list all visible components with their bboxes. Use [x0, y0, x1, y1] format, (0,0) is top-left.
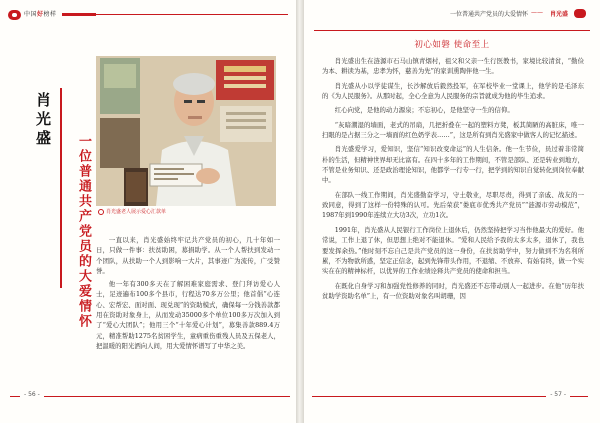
header-badge-icon [574, 9, 586, 18]
brand-logo-icon [8, 10, 21, 20]
person-name-title: 肖光盛 [34, 92, 52, 149]
vertical-subtitle: 一位普通共产党员的大爱情怀 [76, 134, 91, 329]
header-rule [314, 30, 590, 31]
header-rule [62, 14, 288, 15]
right-body-text [322, 56, 584, 301]
photo-caption: 肖光盛老人展示爱心汇款单 [98, 208, 288, 215]
paragraph: 一直以来，肖光盛始终牢记共产党员的初心，几十年如一日，只做一件事：扶贫助困，募捐助学。从一个人帮扶到发动一个团队，从扶助一个人到影响一大片，其事迹广为流传，广受赞誉。 [96, 236, 280, 275]
footer-rule [10, 396, 290, 397]
page-number: - 56 - [20, 391, 44, 398]
running-header-separator: —— [531, 9, 543, 16]
paragraph: 他一年有300多天在了解困难家庭需求、登门拜访爱心人士，足迹遍布100多个县市，行程达70多万公里；他首倡“心连心、宏帮宏、面对面、现兑现”的资助模式，确保每一分钱善款都用在资助对象身上，从而发动35000多个单位100多万次加入到了“爱心大团队”；他用三个“十年爱心计划”，募集善款889.4万元，精准帮助1275名贫困学生，童病重伤重残人员及五保老人，把温暖的阳光洒向人间，用大爱情怀谱写了中华之美。 [96, 280, 280, 350]
brand-logo-text: 中国好榜样 [24, 11, 57, 18]
left-page-header [0, 0, 296, 32]
right-page [304, 0, 600, 423]
left-page [0, 0, 296, 423]
caption-bullet-icon [98, 209, 104, 215]
paragraph: 在既化自身学习和加强党性修养的同时，肖光盛还不忘带动别人一起进步。在他“历年扶贫助学资助名单”上，有一位资助对象名叫胡珊，因 [322, 281, 584, 300]
page-number: - 57 - [546, 391, 570, 398]
running-header-title: 一位普通共产党员的大爱情怀 [449, 11, 528, 18]
paragraph: 肖光盛爱学习，爱知识，坚信“知识改变命运”的人生信条。他一生节俭，员过着非常简朴的生活，但精神世界却无比富有。在四十多年的工作期间，不管是部队、还是转业到地方，不管是业务知识、还是政治理论知识，他都学一行专一行，把学到的知识自觉转化到岗位奉献中。 [322, 145, 585, 185]
paragraph: 肖光盛从小以学徒谋生，长沙解放后毅然投军，在军校毕业一堂课上，他学的是毛泽东的《为人民服务》。从那时起，全心全意为人民服务的宗旨就成为他的毕生追求。 [322, 81, 584, 101]
paragraph: 肖光盛出生在涟源市石马山镇青烟村，祖父和父亲一生行医教书，家境比较清贫，“勤俭为本、耕读为基，忠孝为怀，慈善为先”的家训熏陶伴他一生。 [322, 57, 584, 76]
paragraph: “灰暗潮湿的墙面，老式的吊扇，几把折叠在一起的塑料方凳，板其简陋的高脏床，唯一扫眼的是占据三分之一墙面的红色奶学表……”，这是所有到肖光盛家中做客人的记忆描述。 [322, 120, 584, 140]
paragraph: 在部队一线工作期间，肖光盛勤奋学习，守土敬业，尽职尽责，得到了亲戚、战友的一致同意，得到了这样一份特殊的认可。先后荣获“娄底市优秀共产党员”“涟源市劳动模范”，1987年到1990年连续立大功3次，立功1次。 [322, 190, 584, 220]
portrait-photo [96, 56, 276, 206]
left-body-text [96, 235, 280, 351]
vertical-divider [60, 88, 62, 288]
running-header-name: 肖光盛 [549, 11, 568, 18]
paragraph: 1991年，肖光盛从人民银行工作岗位上退休后，仍然坚持把学习当作他最大的爱好。他常说，工作上退了休，但思想上绝对不能退休。“爱和人民给予我的太多太多，退休了，我也要发挥余热。”他时刻不忘自己是共产党员的这一身份，在扶贫助学中，努力做到不为名利所累，不为物欲所惑，坚定正信念，起到先锋带头作用，不退缩、不放弃、有始有终，做一个实实在在的精神标杆，以优异的工作业绩诠释共产党员的使命和担当。 [322, 225, 585, 276]
section-title: 初心如磐 使命至上 [414, 40, 490, 50]
book-gutter [296, 0, 304, 423]
paragraph: 红心向党，是他的动力源泉；不忘初心，是他坚守一生的信仰。 [334, 106, 514, 115]
